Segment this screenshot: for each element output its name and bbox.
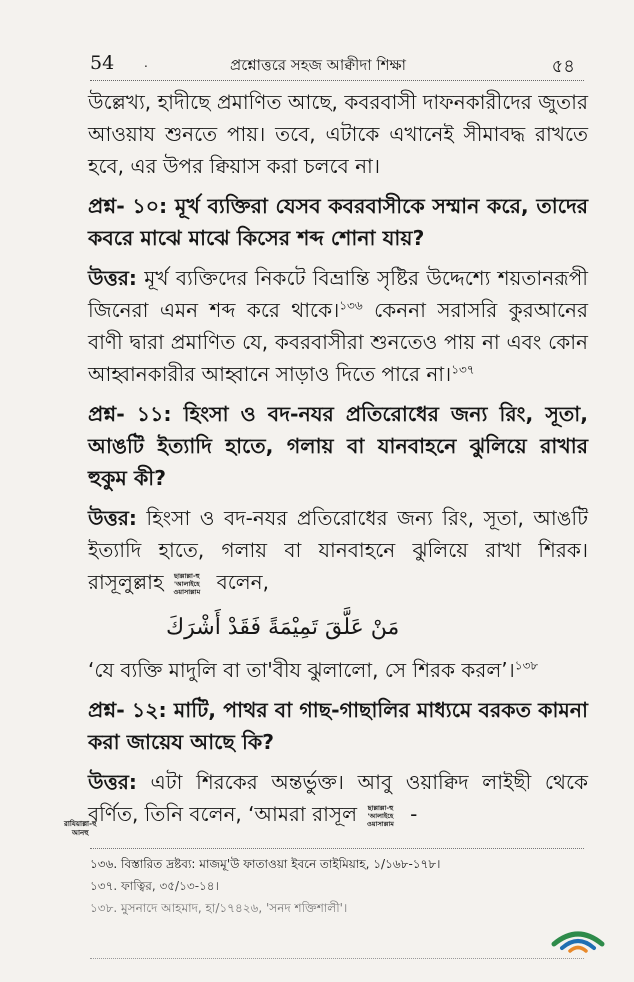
honorific-salawat: ছাল্লাল্লা-হু 'আলাইহে ওয়াসাল্লাম [367,803,394,828]
intro-paragraph: উল্লেখ্য, হাদীছে প্রমাণিত আছে, কবরবাসী দাফনকারীদের জুতার আওয়ায শুনতে পায়। তবে, এটাকে এখানেই সীমাবদ্ধ রাখতে হবে, এর উপর ক্বিয়াস করা চলবে না। [88,90,588,178]
footnote-138: ১৩৮. মুসনাদে আহমাদ, হা/১৭৪২৬, 'সনদ শক্তিশালী'। [90,901,348,915]
answer-11 [88,502,588,598]
answer-label: উত্তর: [88,506,137,530]
book-title: প্রশ্নোত্তরে সহজ আক্বীদা শিক্ষা [230,56,406,74]
answer-label: উত্তর: [88,266,137,290]
answer-11-text-2: বলেন, [210,570,269,594]
answer-12-trail: - [403,802,418,826]
question-10: প্রশ্ন- ১০: মূর্খ ব্যক্তিরা যেসব কবরবাসীকে সম্মান করে, তাদের কবরে মাঝে মাঝে কিসের শব্দ শোনা যায়? [88,194,588,250]
footnote-ref-138[interactable]: ১৩৮ [514,658,539,673]
footnote-137: ১৩৭. ফাত্বির, ৩৫/১৩-১৪। [90,879,219,893]
answer-10 [88,262,588,390]
page-body [88,86,588,830]
page-number-bengali: ৫৪ [551,56,575,77]
question-11: প্রশ্ন- ১১: হিংসা ও বদ-নযর প্রতিরোধের জন্য রিং, সূতা, আঙটি ইত্যাদি হাতে, গলায় বা যানবাহনে ঝুলিয়ে রাখার হুকুম কী? [88,402,588,490]
footnote-ref-136[interactable]: ১৩৬ [339,298,363,313]
header-divider [90,80,584,81]
answer-10-text-1: মূর্খ ব্যক্তিদের নিকটে বিভ্রান্তি সৃষ্টির উদ্দেশ্যে শয়তানরূপী জিনেরা এমন শব্দ করে থাকে। [88,266,588,322]
bottom-divider [90,958,584,959]
footnote-divider [90,848,584,849]
answer-10-text-2: কেননা সরাসরি কুরআনের বাণী দ্বারা প্রমাণিত যে, কবরবাসীরা শুনতেও পায় না এবং কোন আহ্বানকারীর আহ্বানে সাড়াও দিতে পারে না। [88,298,588,386]
honorific-salawat: ছাল্লাল্লা-হু 'আলাইহে ওয়াসাল্লাম [173,571,201,596]
honorific-radiyallahu: রাযিয়াল্লা-হু আনহু [64,820,97,837]
page-header [80,50,585,80]
arabic-hadith: مَنْ عَلَّقَ تَمِيْمَةً فَقَدْ أَشْرَكَ [166,615,400,640]
header-dot: . [144,56,148,70]
answer-label: উত্তর: [88,770,137,794]
answer-11-text-1: হিংসা ও বদ-নযর প্রতিরোধের জন্য রিং, সূতা, আঙটি ইত্যাদি হাতে, গলায় বা যানবাহনে ঝুলিয়ে রাখা শিরক। রাসূলুল্লাহ [88,506,588,594]
question-12: প্রশ্ন- ১২: মাটি, পাথর বা গাছ-গাছালির মাধ্যমে বরকত কামনা করা জায়েয আছে কি? [88,698,588,754]
page-number-latin: 54 [90,52,115,74]
footnote-136: ১৩৬. বিস্তারিত দ্রষ্টব্য: মাজমূ'উ ফাতাওয়া ইবনে তাইমিয়াহ, ১/১৬৮-১৭৮। [90,857,441,871]
answer-12-text-1: এটা শিরকের অন্তর্ভুক্ত। আবু ওয়াক্বিদ লাইছী থেকে বর্ণিত, তিনি বলেন, ‘আমরা রাসূল [88,770,588,826]
publisher-logo-icon [548,918,608,956]
answer-12 [88,766,588,830]
footnote-ref-137[interactable]: ১৩৭ [451,362,475,377]
hadith-translation: ‘যে ব্যক্তি মাদুলি বা তা'বীয ঝুলালো, সে শিরক করল’।$^{১৩৮}$ [88,658,539,682]
